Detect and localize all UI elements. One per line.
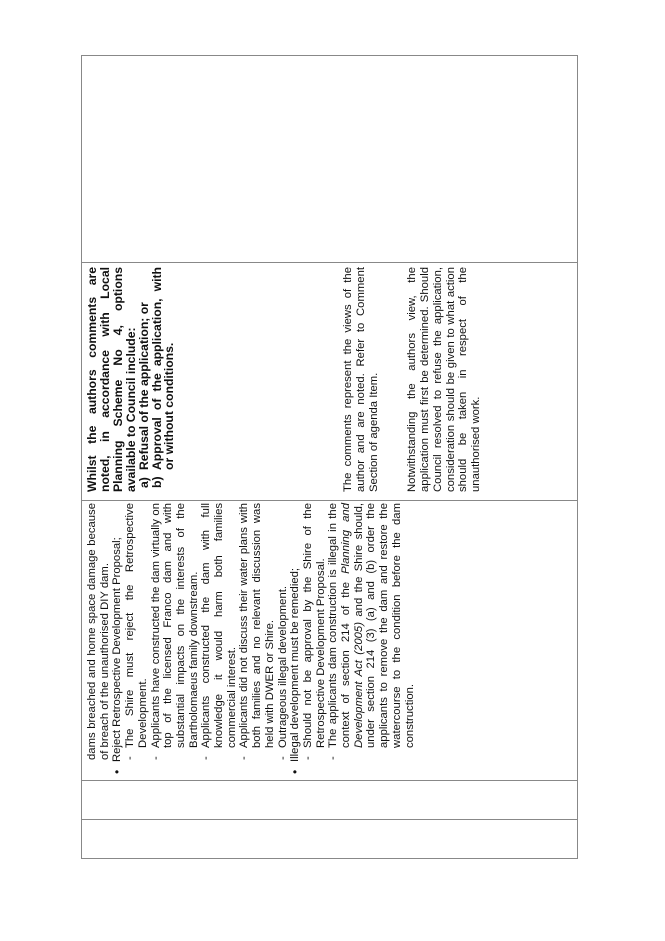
submission-table: [81, 55, 578, 859]
comment-determined: Notwithstanding the authors view, the application must first be determined. Should Council resolved to refuse the application, consideration should be given to what action should be taken in respect of the unauthorised work.: [406, 267, 482, 492]
cell-submission-comments: [82, 501, 578, 781]
cell-officer-comments: [82, 263, 578, 501]
list-item: - Outrageous illegal development.: [277, 503, 290, 762]
bullet-reject: [111, 503, 289, 774]
options-block: [86, 267, 176, 492]
option-a: a) Refusal of the application; or: [136, 302, 151, 488]
options-lead: Whilst the authors comments are noted, in accordance with Local Planning Scheme No 4, options available to Council include:: [85, 267, 138, 492]
cell-recommendation: [82, 56, 578, 263]
list-item: - The Shire must reject the Retrospective Development.: [124, 503, 149, 762]
act-year: (2005): [352, 622, 365, 655]
intro-text: dams breached and home space damage because of breach of the unauthorised DIY dam.: [86, 503, 111, 760]
list-item: - Applicants constructed the dam with full knowledge it would harm both families commercial interest.: [200, 503, 238, 762]
bullet-illegal-head: Illegal development must be remedied;: [289, 567, 302, 762]
list-item: - Applicants have constructed the dam virtually on top of the licensed Franco dam and with substantial impacts on the interests of the Bartholomaeus family downstream.: [150, 503, 201, 762]
rotated-page: [81, 81, 578, 859]
cell-submitter: [82, 781, 578, 820]
list-item: - Applicants did not discuss their water plans with both families and no relevant discussion was held with DWER or Shire.: [238, 503, 276, 762]
cell-number: [82, 820, 578, 859]
act-title: Planning and Development Act: [340, 503, 365, 748]
list-item: - The applicants dam construction is illegal in the context of section 214 of the Planning and Development Act (2005) and the Shire should, under section 214 (3) (a) and (b) order the applicants to remove the dam and restore the watercourse to the condition before the dam construction.: [327, 503, 416, 762]
bullet-reject-head: Reject Retrospective Development Proposal;: [111, 537, 124, 762]
list-item: - Should not be approval by the Shire of the Retrospective Development Proposal.: [302, 503, 327, 762]
comment-noted: The comments represent the views of the author and are noted. Refer to Comment Section of agenda Item.: [342, 267, 380, 492]
bullet-illegal: [289, 503, 416, 774]
option-b: b) Approval of the application, with or without conditions.: [149, 267, 177, 488]
